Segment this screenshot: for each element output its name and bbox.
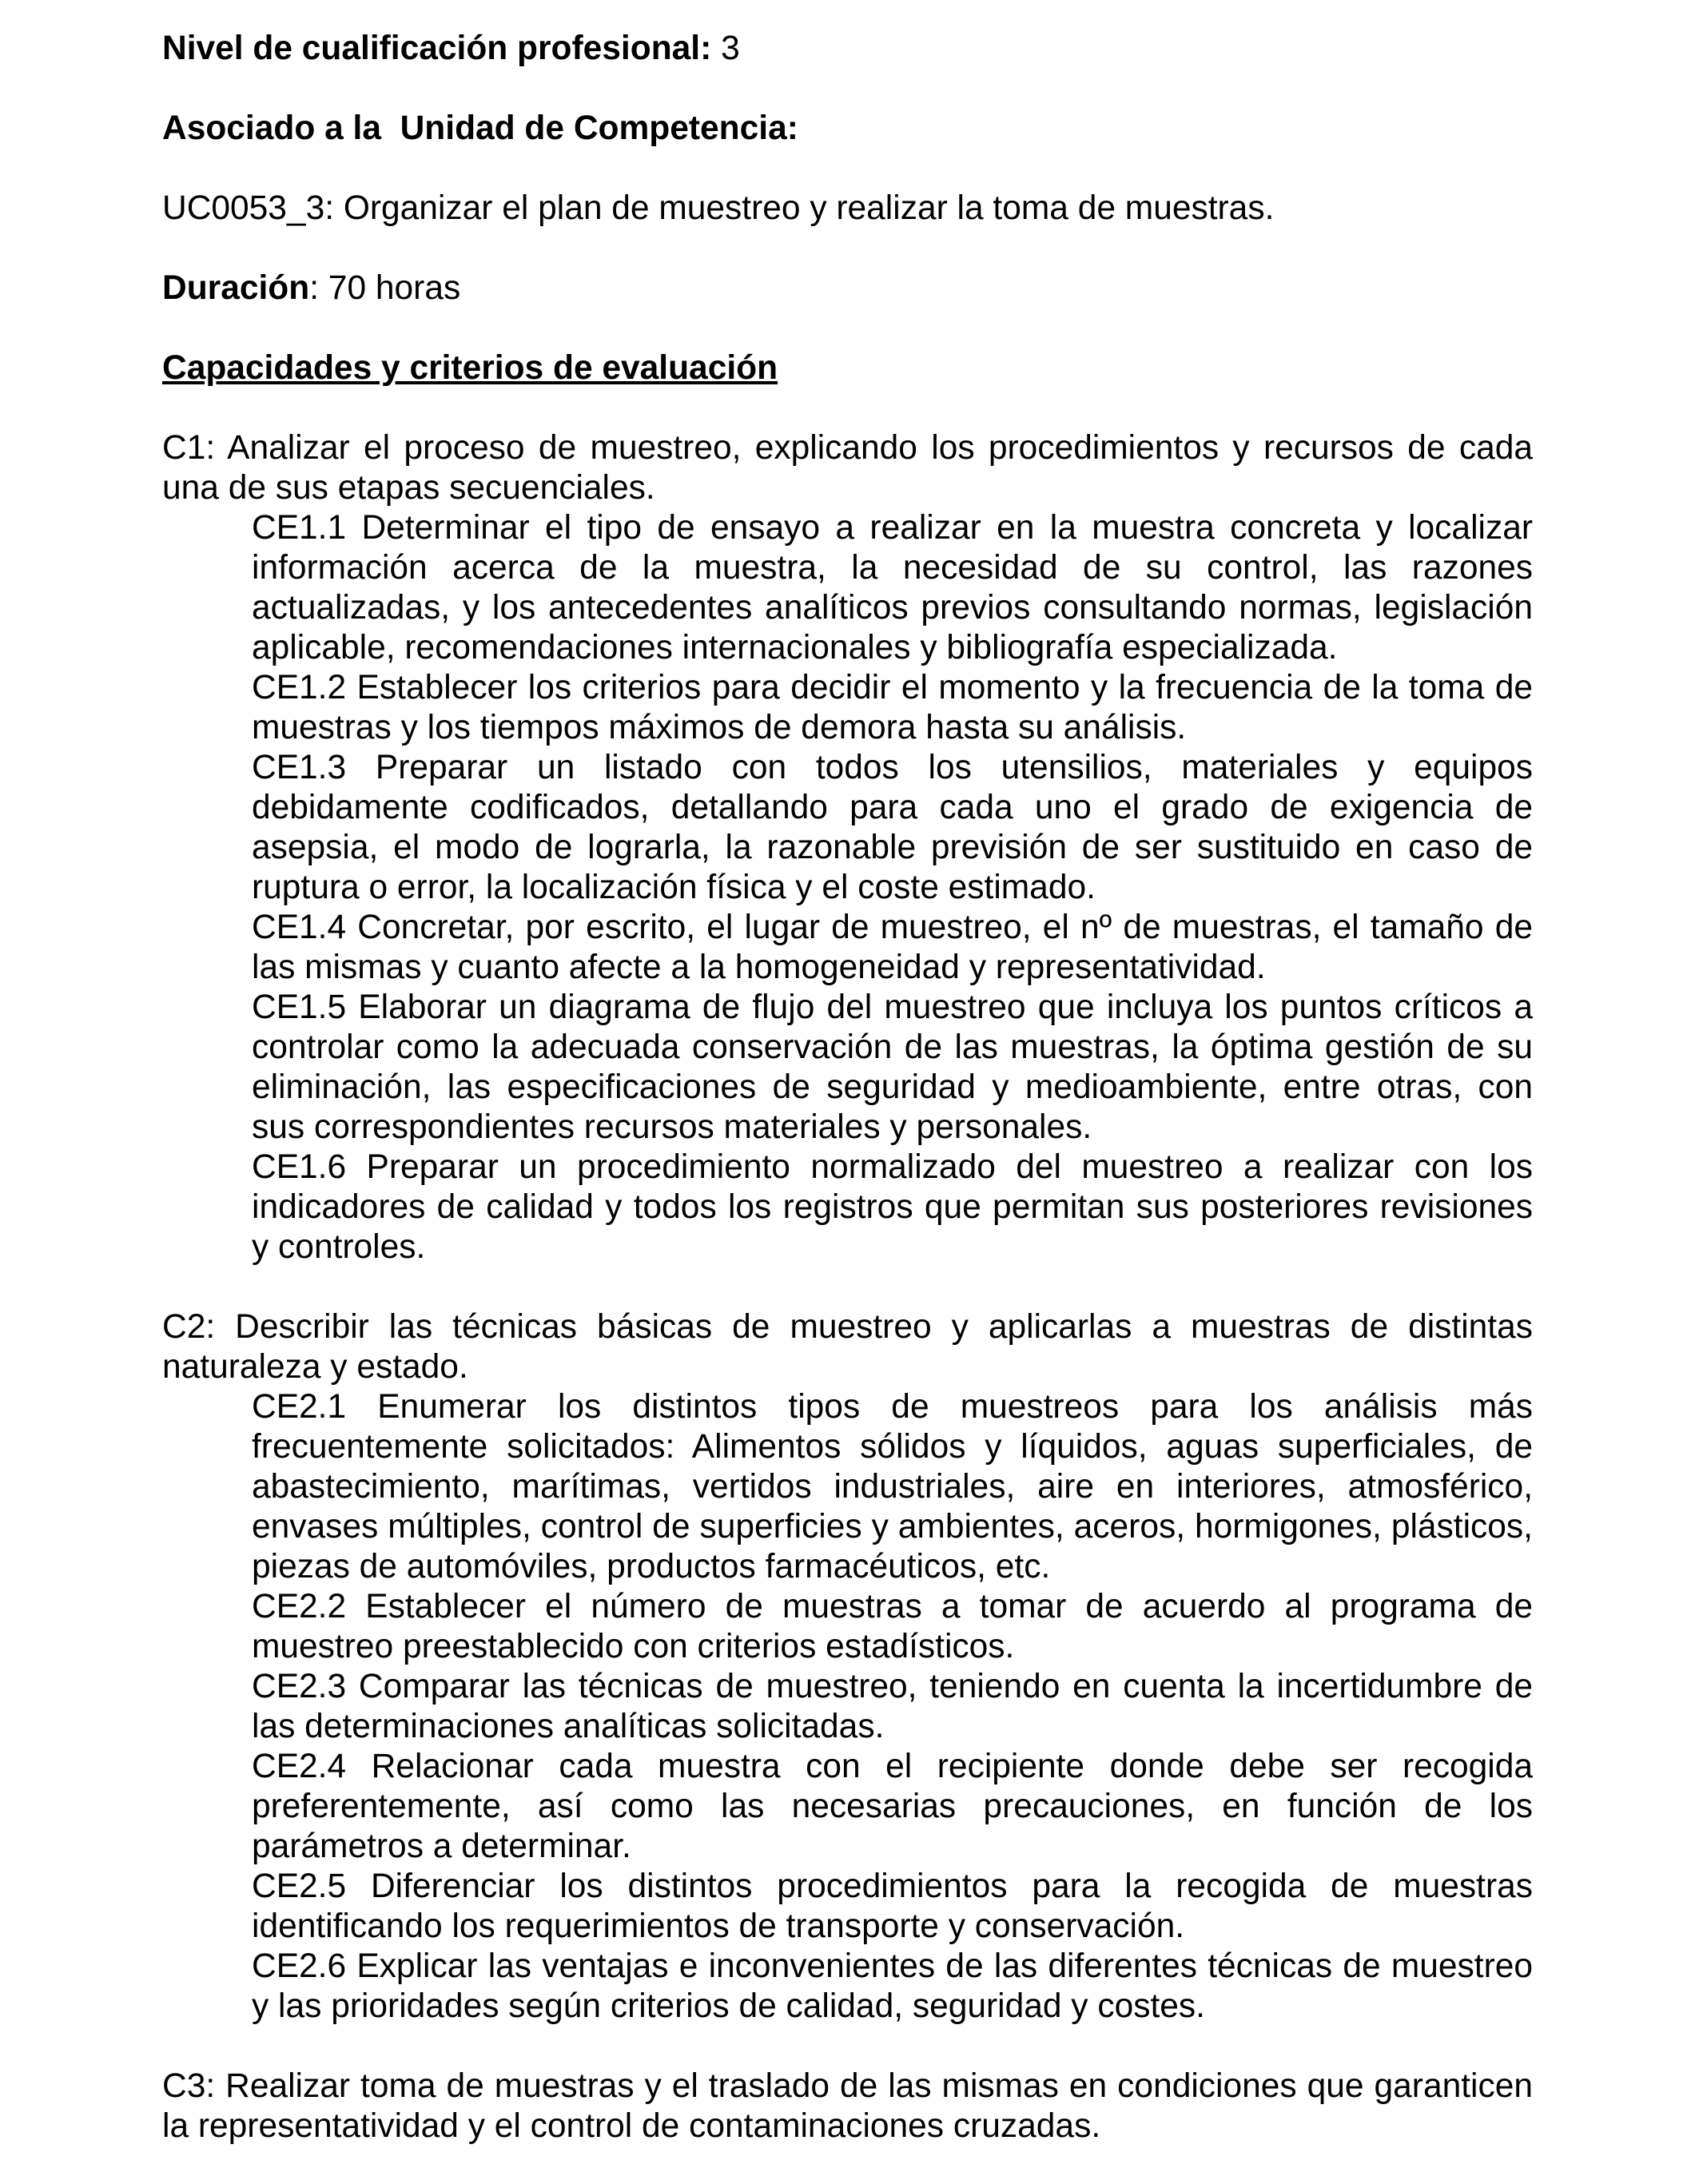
section-title: Capacidades y criterios de evaluación bbox=[162, 349, 778, 387]
nivel-label: Nivel de cualificación profesional: bbox=[162, 30, 712, 67]
criterio-ce2-5: CE2.5 Diferenciar los distintos procedimientos para la recogida de muestras identificando los requerimientos de transporte y conservación. bbox=[252, 1868, 1533, 1945]
asociado-line bbox=[162, 109, 1533, 149]
duracion-value: : 70 horas bbox=[309, 269, 461, 307]
criterio-ce2-6: CE2.6 Explicar las ventajas e inconvenientes de las diferentes técnicas de muestreo y las prioridades según criterios de calidad, seguridad y costes. bbox=[252, 1947, 1533, 2025]
criterios-c2 bbox=[252, 1387, 1533, 2027]
unidad-competencia: UC0053_3: Organizar el plan de muestreo y realizar la toma de muestras. bbox=[162, 189, 1275, 227]
capacidad-c2: C2: Describir las técnicas básicas de muestreo y aplicarlas a muestras de distintas naturaleza y estado. bbox=[162, 1308, 1533, 1386]
criterio-ce1-1: CE1.1 Determinar el tipo de ensayo a realizar en la muestra concreta y localizar información acerca de la muestra, la necesidad de su control, las razones actualizadas, y los antecedentes analíticos previos consultando normas, legislación aplicable, recomendaciones internacionales y bibliografía especializada. bbox=[252, 509, 1533, 666]
spacer bbox=[162, 1267, 1533, 1307]
criterio-ce1-4: CE1.4 Concretar, por escrito, el lugar de muestreo, el nº de muestras, el tamaño de las mismas y cuanto afecte a la homogeneidad y representatividad. bbox=[252, 909, 1533, 986]
criterio-ce1-3: CE1.3 Preparar un listado con todos los utensilios, materiales y equipos debidamente codificados, detallando para cada uno el grado de exigencia de asepsia, el modo de lograrla, la razonable previsión de ser sustituido en caso de ruptura o error, la localización física y el coste estimado. bbox=[252, 749, 1533, 906]
nivel-value: 3 bbox=[721, 30, 740, 67]
criterio-ce2-3: CE2.3 Comparar las técnicas de muestreo, teniendo en cuenta la incertidumbre de las determinaciones analíticas solicitadas. bbox=[252, 1668, 1533, 1745]
capacidad-c1: C1: Analizar el proceso de muestreo, explicando los procedimientos y recursos de cada una de sus etapas secuenciales. bbox=[162, 429, 1533, 507]
asociado-label: Asociado a la Unidad de Competencia: bbox=[162, 109, 798, 147]
criterio-ce2-1: CE2.1 Enumerar los distintos tipos de muestreos para los análisis más frecuentemente solicitados: Alimentos sólidos y líquidos, aguas superficiales, de abastecimiento, marítimas, vertidos industriales, aire en interiores, atmosférico, envases múltiples, control de superficies y ambientes, aceros, hormigones, plásticos, piezas de automóviles, productos farmacéuticos, etc. bbox=[252, 1388, 1533, 1585]
nivel-line bbox=[162, 29, 1533, 69]
criterio-ce1-2: CE1.2 Establecer los criterios para decidir el momento y la frecuencia de la toma de muestras y los tiempos máximos de demora hasta su análisis. bbox=[252, 669, 1533, 746]
document-page bbox=[162, 29, 1533, 2146]
criterios-c1 bbox=[252, 508, 1533, 1267]
spacer bbox=[162, 2027, 1533, 2067]
criterio-ce1-6: CE1.6 Preparar un procedimiento normalizado del muestreo a realizar con los indicadores de calidad y todos los registros que permitan sus posteriores revisiones y controles. bbox=[252, 1148, 1533, 1266]
capacidad-c3: C3: Realizar toma de muestras y el traslado de las mismas en condiciones que garanticen la representatividad y el control de contaminaciones cruzadas. bbox=[162, 2067, 1533, 2145]
criterio-ce1-5: CE1.5 Elaborar un diagrama de flujo del muestreo que incluya los puntos críticos a controlar como la adecuada conservación de las muestras, la óptima gestión de su eliminación, las especificaciones de seguridad y medioambiente, entre otras, con sus correspondientes recursos materiales y personales. bbox=[252, 989, 1533, 1146]
duracion-label: Duración bbox=[162, 269, 310, 307]
criterio-ce2-4: CE2.4 Relacionar cada muestra con el recipiente donde debe ser recogida preferentemente, así como las necesarias precauciones, en función de los parámetros a determinar. bbox=[252, 1748, 1533, 1865]
duracion-line bbox=[162, 269, 1533, 308]
criterio-ce2-2: CE2.2 Establecer el número de muestras a tomar de acuerdo al programa de muestreo preestablecido con criterios estadísticos. bbox=[252, 1588, 1533, 1665]
